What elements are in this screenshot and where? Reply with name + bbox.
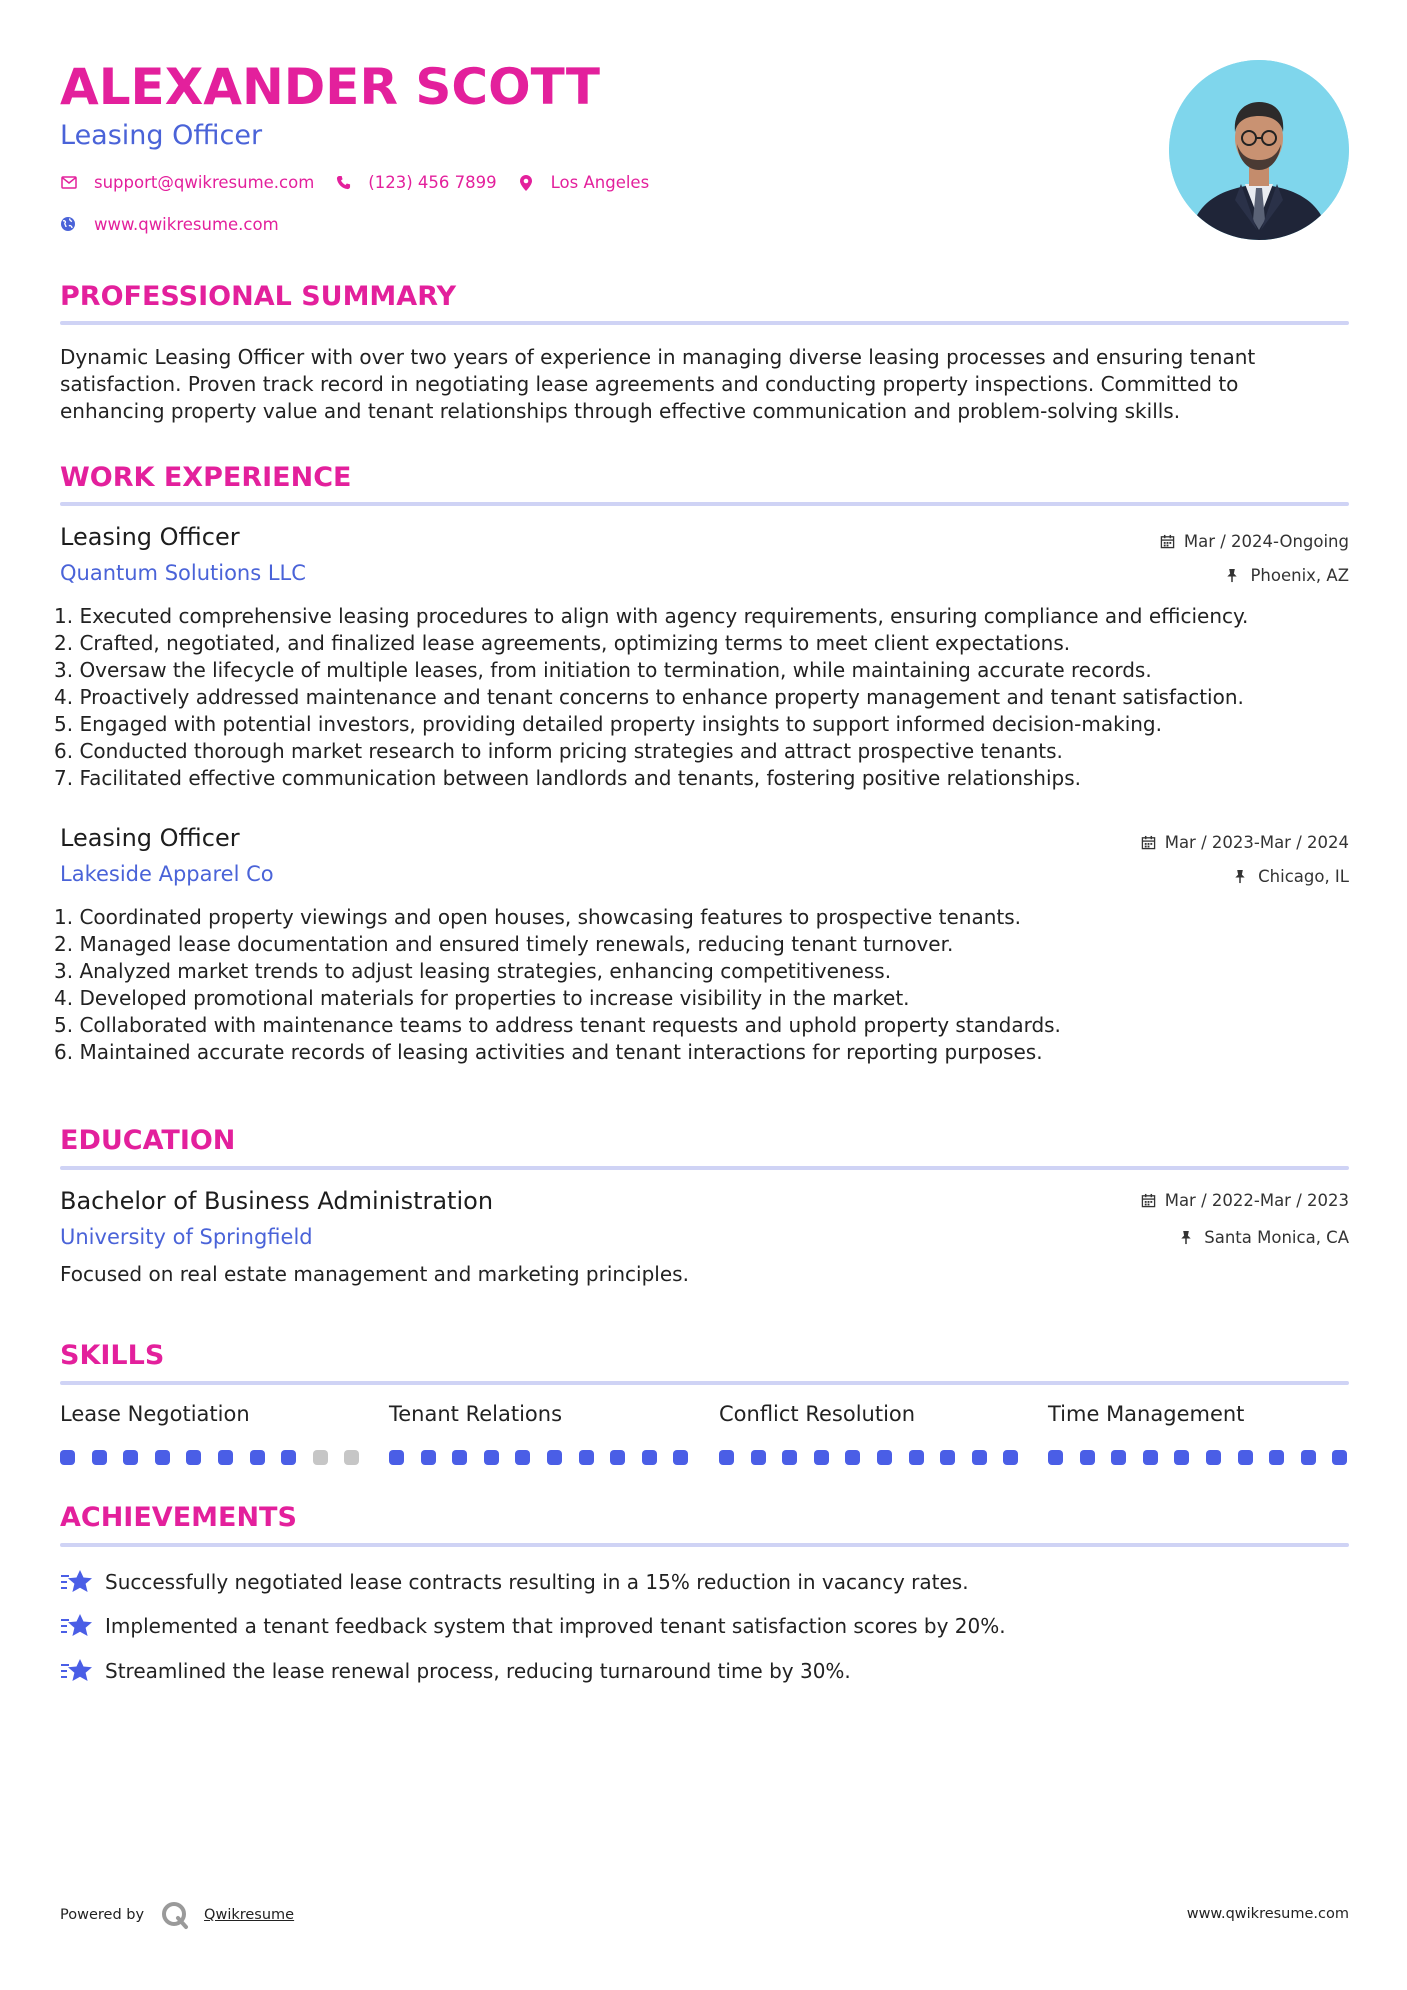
job-location: [1226, 566, 1349, 585]
rating-dot-filled: [751, 1450, 766, 1465]
list-item: 5. Collaborated with maintenance teams to address tenant requests and uphold property standards.: [54, 1013, 1061, 1037]
education-location: [1180, 1228, 1349, 1247]
rating-dot-filled: [845, 1450, 860, 1465]
globe-icon: [60, 216, 78, 234]
footer-website[interactable]: www.qwikresume.com: [1186, 1906, 1349, 1922]
profile-photo: [1169, 60, 1349, 240]
section-title-achievements: ACHIEVEMENTS: [60, 1502, 297, 1533]
skill-rating: [60, 1450, 376, 1465]
achievement-text: Streamlined the lease renewal process, reducing turnaround time by 30%.: [105, 1659, 851, 1683]
star-badge-icon: [60, 1568, 94, 1596]
rating-dot-filled: [579, 1450, 594, 1465]
rating-dot-filled: [186, 1450, 201, 1465]
rating-dot-filled: [1238, 1450, 1253, 1465]
job-date-text: Mar / 2024-Ongoing: [1183, 532, 1349, 551]
phone-icon: [334, 174, 352, 192]
footer-powered-by: [60, 1900, 294, 1930]
map-pin-icon: [517, 174, 535, 192]
rating-dot-empty: [344, 1450, 359, 1465]
pushpin-icon: [1226, 568, 1242, 584]
skill-item: [1048, 1402, 1348, 1426]
contact-phone[interactable]: [334, 173, 496, 192]
rating-dot-filled: [60, 1450, 75, 1465]
rating-dot-filled: [909, 1450, 924, 1465]
section-divider: [60, 502, 1349, 506]
job-bullets: [54, 603, 1248, 792]
achievement-item: [60, 1612, 1006, 1640]
list-item: 6. Conducted thorough market research to inform pricing strategies and attract prospective tenants.: [54, 739, 1063, 763]
achievement-item: [60, 1657, 851, 1685]
rating-dot-filled: [782, 1450, 797, 1465]
rating-dot-filled: [1080, 1450, 1095, 1465]
candidate-role: Leasing Officer: [60, 120, 263, 151]
section-divider: [60, 1166, 1349, 1170]
job-title: Leasing Officer: [60, 523, 240, 551]
section-title-education: EDUCATION: [60, 1125, 236, 1156]
summary-line: satisfaction. Proven track record in negotiating lease agreements and conducting property inspections. Committed to: [60, 372, 1239, 396]
skill-item: [60, 1402, 360, 1426]
rating-dot-filled: [1269, 1450, 1284, 1465]
star-badge-icon: [60, 1657, 94, 1685]
education-date: [1141, 1191, 1349, 1210]
rating-dot-filled: [719, 1450, 734, 1465]
job-location-text: Chicago, IL: [1258, 867, 1349, 886]
skill-label: Tenant Relations: [389, 1402, 563, 1426]
rating-dot-filled: [250, 1450, 265, 1465]
website-text: www.qwikresume.com: [94, 215, 279, 234]
rating-dot-filled: [515, 1450, 530, 1465]
list-item: 5. Engaged with potential investors, providing detailed property insights to support informed decision-making.: [54, 712, 1162, 736]
skill-item: [719, 1402, 1019, 1426]
phone-text: (123) 456 7899: [368, 173, 497, 192]
section-divider: [60, 1381, 1349, 1385]
rating-dot-filled: [484, 1450, 499, 1465]
rating-dot-empty: [313, 1450, 328, 1465]
rating-dot-filled: [218, 1450, 233, 1465]
rating-dot-filled: [1174, 1450, 1189, 1465]
rating-dot-filled: [281, 1450, 296, 1465]
list-item: 4. Developed promotional materials for properties to increase visibility in the market.: [54, 986, 910, 1010]
rating-dot-filled: [972, 1450, 987, 1465]
resume-page: [54, 0, 1349, 1990]
rating-dot-filled: [1332, 1450, 1347, 1465]
achievement-item: [60, 1568, 969, 1596]
calendar-icon: [1141, 1193, 1157, 1209]
job-title: Leasing Officer: [60, 824, 240, 852]
rating-dot-filled: [421, 1450, 436, 1465]
envelope-icon: [60, 174, 78, 192]
rating-dot-filled: [123, 1450, 138, 1465]
section-title-experience: WORK EXPERIENCE: [60, 462, 352, 493]
rating-dot-filled: [877, 1450, 892, 1465]
skill-rating: [719, 1450, 1035, 1465]
rating-dot-filled: [610, 1450, 625, 1465]
rating-dot-filled: [814, 1450, 829, 1465]
pushpin-icon: [1180, 1230, 1196, 1246]
rating-dot-filled: [1111, 1450, 1126, 1465]
rating-dot-filled: [1003, 1450, 1018, 1465]
education-location-text: Santa Monica, CA: [1204, 1228, 1349, 1247]
job-company: Quantum Solutions LLC: [60, 561, 306, 585]
achievement-text: Successfully negotiated lease contracts resulting in a 15% reduction in vacancy rates.: [105, 1570, 969, 1594]
section-title-skills: SKILLS: [60, 1340, 165, 1371]
education-date-text: Mar / 2022-Mar / 2023: [1164, 1191, 1349, 1210]
list-item: 7. Facilitated effective communication between landlords and tenants, fostering positive relationships.: [54, 766, 1082, 790]
contact-email[interactable]: [60, 173, 314, 192]
skill-rating: [389, 1450, 705, 1465]
degree-title: Bachelor of Business Administration: [60, 1187, 494, 1215]
job-date: [1160, 532, 1349, 551]
skill-label: Time Management: [1048, 1402, 1245, 1426]
list-item: 4. Proactively addressed maintenance and tenant concerns to enhance property management and tenant satisfaction.: [54, 685, 1244, 709]
powered-by-text: Powered by: [60, 1907, 145, 1923]
qwikresume-logo-icon: [160, 1900, 190, 1930]
job-date: [1141, 833, 1349, 852]
list-item: 3. Analyzed market trends to adjust leasing strategies, enhancing competitiveness.: [54, 959, 892, 983]
email-text: support@qwikresume.com: [94, 173, 315, 192]
list-item: 2. Crafted, negotiated, and finalized lease agreements, optimizing terms to meet client expectations.: [54, 631, 1071, 655]
rating-dot-filled: [673, 1450, 688, 1465]
skill-label: Lease Negotiation: [60, 1402, 250, 1426]
summary-line: Dynamic Leasing Officer with over two years of experience in managing diverse leasing processes and ensuring tenant: [60, 345, 1256, 369]
skill-rating: [1048, 1450, 1364, 1465]
rating-dot-filled: [92, 1450, 107, 1465]
summary-line: enhancing property value and tenant relationships through effective communication and problem-solving skills.: [60, 399, 1181, 423]
candidate-name: ALEXANDER SCOTT: [60, 58, 600, 116]
list-item: 1. Executed comprehensive leasing procedures to align with agency requirements, ensuring compliance and efficiency.: [54, 604, 1249, 628]
section-divider: [60, 321, 1349, 325]
calendar-icon: [1160, 534, 1176, 550]
job-company: Lakeside Apparel Co: [60, 862, 274, 886]
list-item: 3. Oversaw the lifecycle of multiple leases, from initiation to termination, while maintaining accurate records.: [54, 658, 1152, 682]
rating-dot-filled: [389, 1450, 404, 1465]
rating-dot-filled: [155, 1450, 170, 1465]
list-item: 2. Managed lease documentation and ensured timely renewals, reducing tenant turnover.: [54, 932, 954, 956]
summary-text: [60, 344, 1349, 425]
rating-dot-filled: [940, 1450, 955, 1465]
brand-link[interactable]: Qwikresume: [204, 1907, 295, 1923]
contact-location: [517, 173, 650, 192]
section-divider: [60, 1543, 1349, 1547]
contact-row: [60, 173, 669, 192]
rating-dot-filled: [1206, 1450, 1221, 1465]
list-item: 6. Maintained accurate records of leasing activities and tenant interactions for reporting purposes.: [54, 1040, 1043, 1064]
contact-website[interactable]: [60, 215, 279, 234]
rating-dot-filled: [547, 1450, 562, 1465]
job-date-text: Mar / 2023-Mar / 2024: [1164, 833, 1349, 852]
section-title-summary: PROFESSIONAL SUMMARY: [60, 281, 457, 312]
job-bullets: [54, 904, 1061, 1066]
pushpin-icon: [1234, 869, 1250, 885]
calendar-icon: [1141, 835, 1157, 851]
skill-label: Conflict Resolution: [719, 1402, 916, 1426]
job-location-text: Phoenix, AZ: [1250, 566, 1349, 585]
school-name: University of Springfield: [60, 1225, 313, 1249]
rating-dot-filled: [452, 1450, 467, 1465]
location-text: Los Angeles: [550, 173, 650, 192]
rating-dot-filled: [642, 1450, 657, 1465]
education-description: Focused on real estate management and marketing principles.: [60, 1262, 689, 1286]
star-badge-icon: [60, 1612, 94, 1640]
rating-dot-filled: [1143, 1450, 1158, 1465]
list-item: 1. Coordinated property viewings and open houses, showcasing features to prospective tenants.: [54, 905, 1022, 929]
skill-item: [389, 1402, 689, 1426]
job-location: [1234, 867, 1349, 886]
rating-dot-filled: [1048, 1450, 1063, 1465]
rating-dot-filled: [1301, 1450, 1316, 1465]
achievement-text: Implemented a tenant feedback system that improved tenant satisfaction scores by 20%.: [105, 1614, 1006, 1638]
